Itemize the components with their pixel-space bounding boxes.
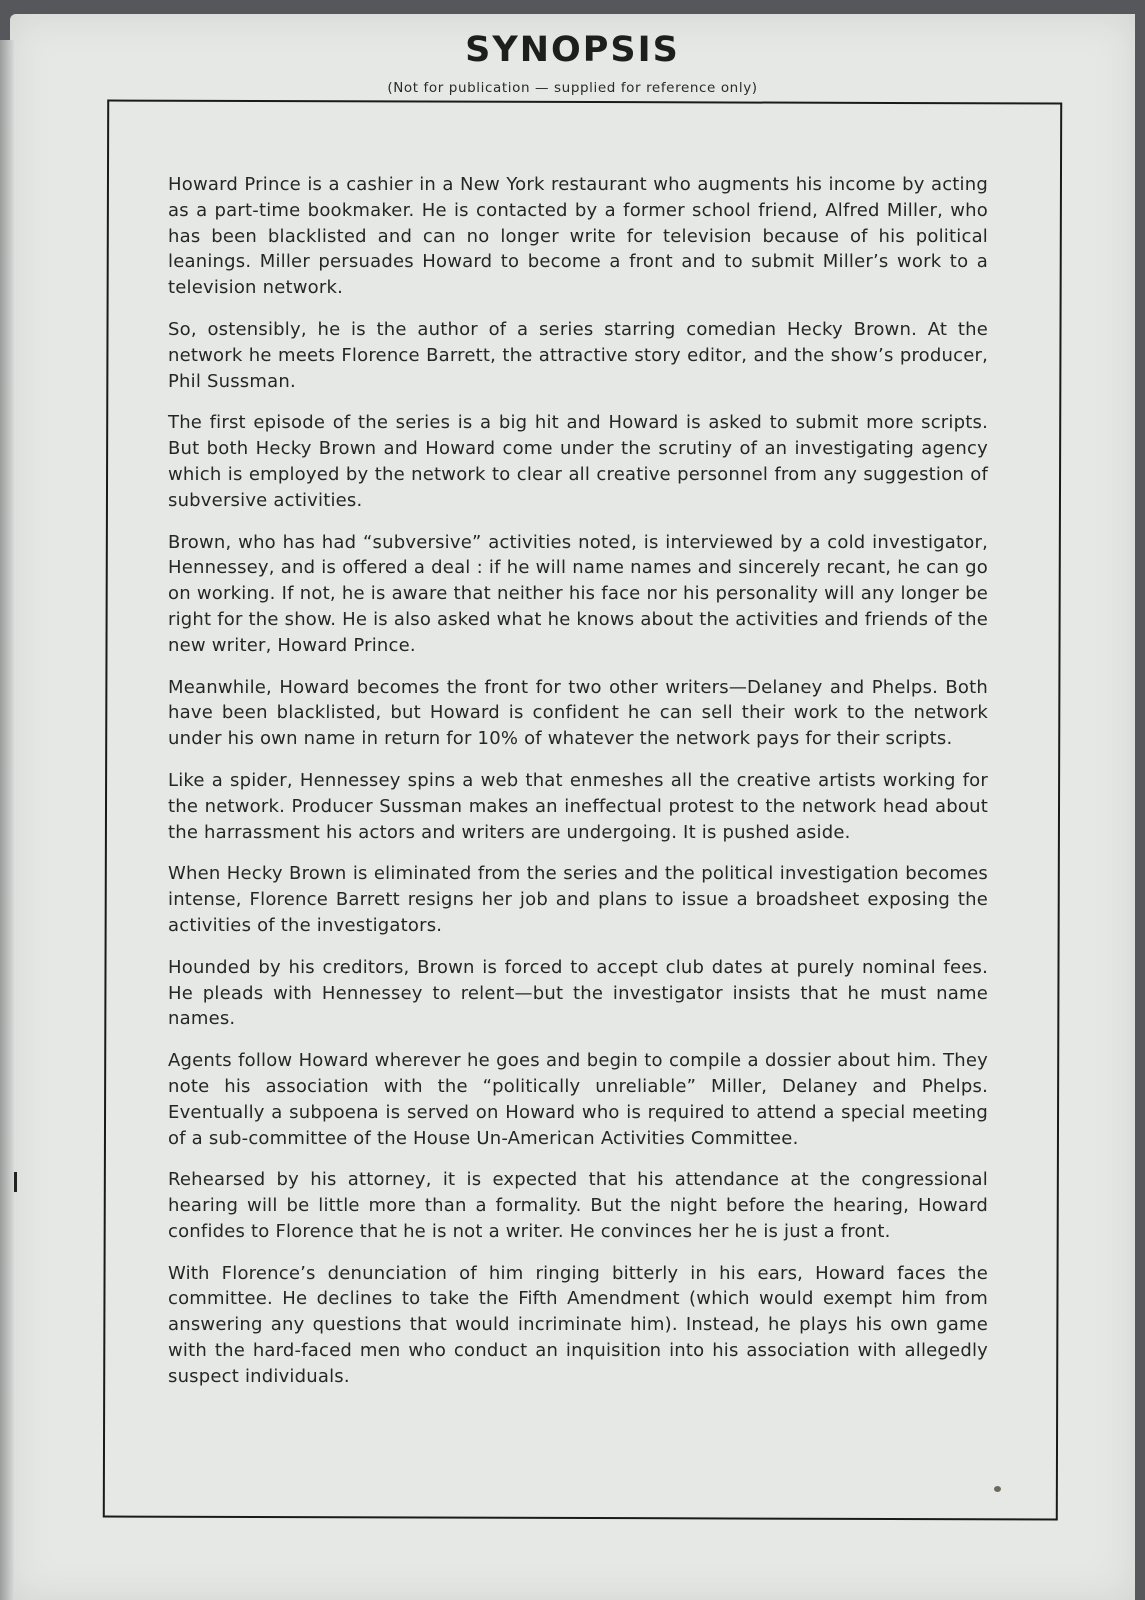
paragraph-9: Agents follow Howard wherever he goes and begin to compile a dossier about him. They note his association with the “politically unreliable” Miller, Delaney and Phelps. Eventually a subpoena is served on Howard who is required to attend a special meeting of a sub-committee of the House Un-American Activities Committee. (168, 1050, 988, 1149)
paragraph-1: Howard Prince is a cashier in a New York restaurant who augments his income by acting as a part-time bookmaker. He is contacted by a former school friend, Alfred Miller, who has been blacklisted and can no longer write for television because of his political leanings. Miller persuades Howard to become a front and to submit Miller’s work to a television network. (168, 174, 988, 299)
paragraph-11: With Florence’s denunciation of him ringing bitterly in his ears, Howard faces the committee. He declines to take the Fifth Amendment (which would exempt him from answering any questions that would incriminate him). Instead, he plays his own game with the hard-faced men who conduct an inquisition into his association with allegedly suspect individuals. (168, 1262, 988, 1387)
synopsis-body (168, 172, 988, 1406)
page-title: SYNOPSIS (465, 30, 680, 70)
paragraph-6: Like a spider, Hennessey spins a web that enmeshes all the creative artists working for the network. Producer Sussman makes an ineffectual protest to the network head about the harrassment his actors and writers are undergoing. It is pushed aside. (168, 769, 988, 843)
ink-speck (994, 1486, 1001, 1492)
paragraph-10: Rehearsed by his attorney, it is expected that his attendance at the congressional hearing will be little more than a formality. But the night before the hearing, Howard confides to Florence that he is not a writer. He convinces her he is just a front. (168, 1169, 988, 1242)
paragraph-2: So, ostensibly, he is the author of a series starring comedian Hecky Brown. At the network he meets Florence Barrett, the attractive story editor, and the show’s producer, Phil Sussman. (168, 318, 988, 392)
paragraph-4: Brown, who has had “subversive” activities noted, is interviewed by a cold investigator, Hennessey, and is offered a deal : if he will name names and sincerely recant, he can go on working. If not, he is aware that neither his face nor his personality will any longer be right for the show. He is also asked what he knows about the activities and friends of the new writer, Howard Prince. (168, 531, 988, 656)
paragraph-8: Hounded by his creditors, Brown is forced to accept club dates at purely nominal fees. He pleads with Hennessey to relent—but the investigator insists that he must name names. (168, 956, 988, 1030)
page-subtitle: (Not for publication — supplied for reference only) (387, 80, 758, 96)
paragraph-7: When Hecky Brown is eliminated from the series and the political investigation becomes intense, Florence Barrett resigns her job and plans to issue a broadsheet exposing the activities of the investigators. (168, 863, 988, 936)
binding-shadow (0, 40, 14, 1600)
paragraph-3: The first episode of the series is a big hit and Howard is asked to submit more scripts. But both Hecky Brown and Howard come under the scrutiny of an investigating agency which is employed by the network to clear all creative personnel from any suggestion of subversive activities. (168, 412, 988, 511)
paragraph-5: Meanwhile, Howard becomes the front for two other writers—Delaney and Phelps. Both have been blacklisted, but Howard is confident he can sell their work to the network under his own name in return for 10% of whatever the network pays for their scripts. (168, 676, 988, 750)
edge-mark (14, 1172, 17, 1192)
